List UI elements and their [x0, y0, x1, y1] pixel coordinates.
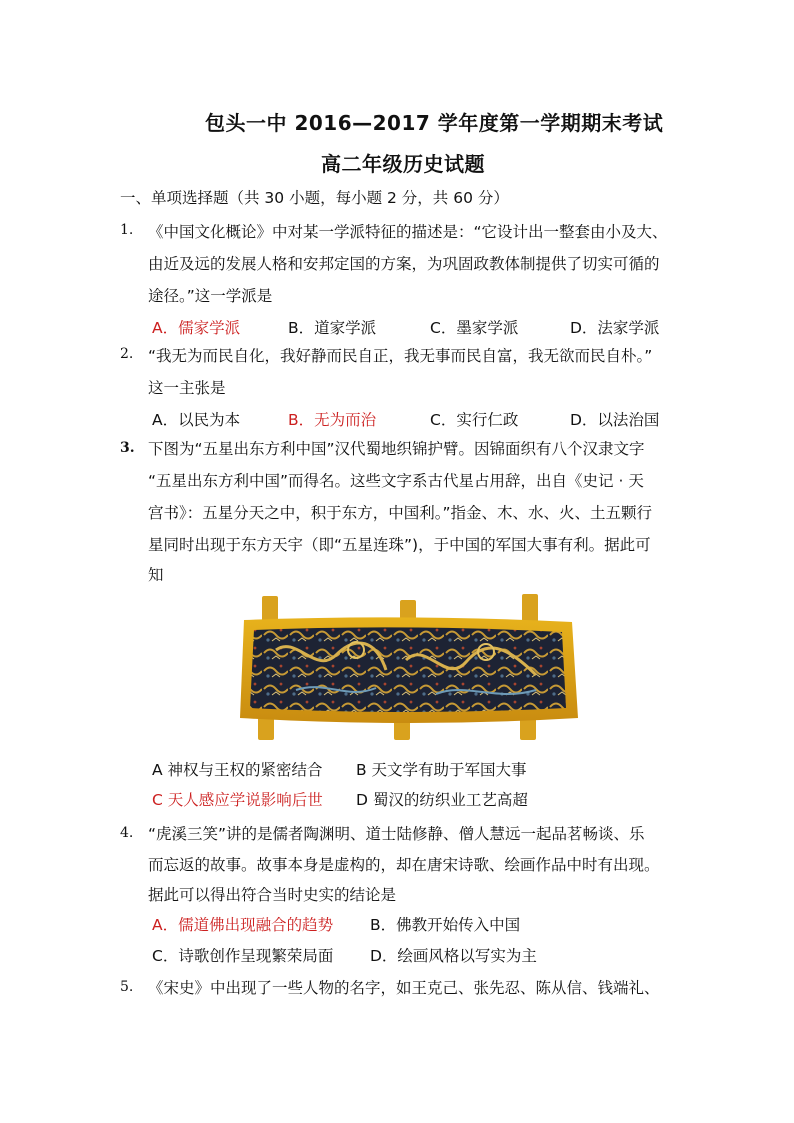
question-text: 《宋史》中出现了一些人物的名字，如王克己、张先忍、陈从信、钱端礼、: [148, 979, 660, 997]
question-text: 知: [148, 566, 164, 584]
option-b: B．佛教开始传入中国: [370, 916, 521, 934]
question-text: “我无为而民自化，我好静而民自正，我无事而民自富，我无欲而民自朴。”: [148, 347, 653, 365]
question-text: 宫书》：五星分天之中，积于东方，中国利。”指金、木、水、火、土五颗行: [148, 504, 653, 522]
question-text: 星同时出现于东方天宇（即“五星连珠”)，于中国的军国大事有利。据此可: [148, 536, 651, 554]
question-text: 由近及远的发展人格和安邦定国的方案，为巩固政教体制提供了切实可循的: [148, 255, 660, 273]
brocade-armguard-image: [236, 590, 582, 746]
option-d: D．绘画风格以写实为主: [370, 947, 537, 965]
question-number: 2.: [120, 346, 134, 362]
option-b: B 天文学有助于军国大事: [356, 761, 527, 779]
section-heading: 一、单项选择题（共 30 小题，每小题 2 分，共 60 分）: [120, 189, 509, 207]
option-c: C．诗歌创作呈现繁荣局面: [152, 947, 334, 965]
option-c: C．实行仁政: [430, 411, 519, 429]
question-text: 而忘返的故事。故事本身是虚构的，却在唐宋诗歌、绘画作品中时有出现。: [148, 856, 660, 874]
page-subtitle: 高二年级历史试题: [321, 152, 485, 176]
question-text: 据此可以得出符合当时史实的结论是: [148, 886, 397, 904]
option-a: A．儒道佛出现融合的趋势: [152, 916, 334, 934]
question-number: 4.: [120, 825, 134, 841]
option-a: A．以民为本: [152, 411, 241, 429]
option-b: B．无为而治: [288, 411, 377, 429]
option-c: C 天人感应学说影响后世: [152, 791, 323, 809]
option-d: D 蜀汉的纺织业工艺高超: [356, 791, 528, 809]
question-text: 《中国文化概论》中对某一学派特征的描述是：“它设计出一整套由小及大、: [148, 223, 668, 241]
page-title: 包头一中 2016—2017 学年度第一学期期末考试: [205, 111, 664, 135]
option-a: A 神权与王权的紧密结合: [152, 761, 323, 779]
option-c: C．墨家学派: [430, 319, 519, 337]
question-number: 1.: [120, 222, 134, 238]
question-text: 途径。”这一学派是: [148, 287, 273, 305]
option-d: D．法家学派: [570, 319, 660, 337]
question-text: “五星出东方利中国”而得名。这些文字系古代星占用辞，出自《史记 · 天: [148, 472, 644, 490]
question-text: 这一主张是: [148, 379, 226, 397]
option-a: A．儒家学派: [152, 319, 241, 337]
option-d: D．以法治国: [570, 411, 660, 429]
option-b: B．道家学派: [288, 319, 377, 337]
question-text: 下图为“五星出东方利中国”汉代蜀地织锦护臂。因锦面织有八个汉隶文字: [148, 440, 645, 458]
question-text: “虎溪三笑”讲的是儒者陶渊明、道士陆修静、僧人慧远一起品茗畅谈、乐: [148, 825, 645, 843]
question-number: 5.: [120, 979, 134, 995]
question-number: 3.: [120, 440, 135, 456]
